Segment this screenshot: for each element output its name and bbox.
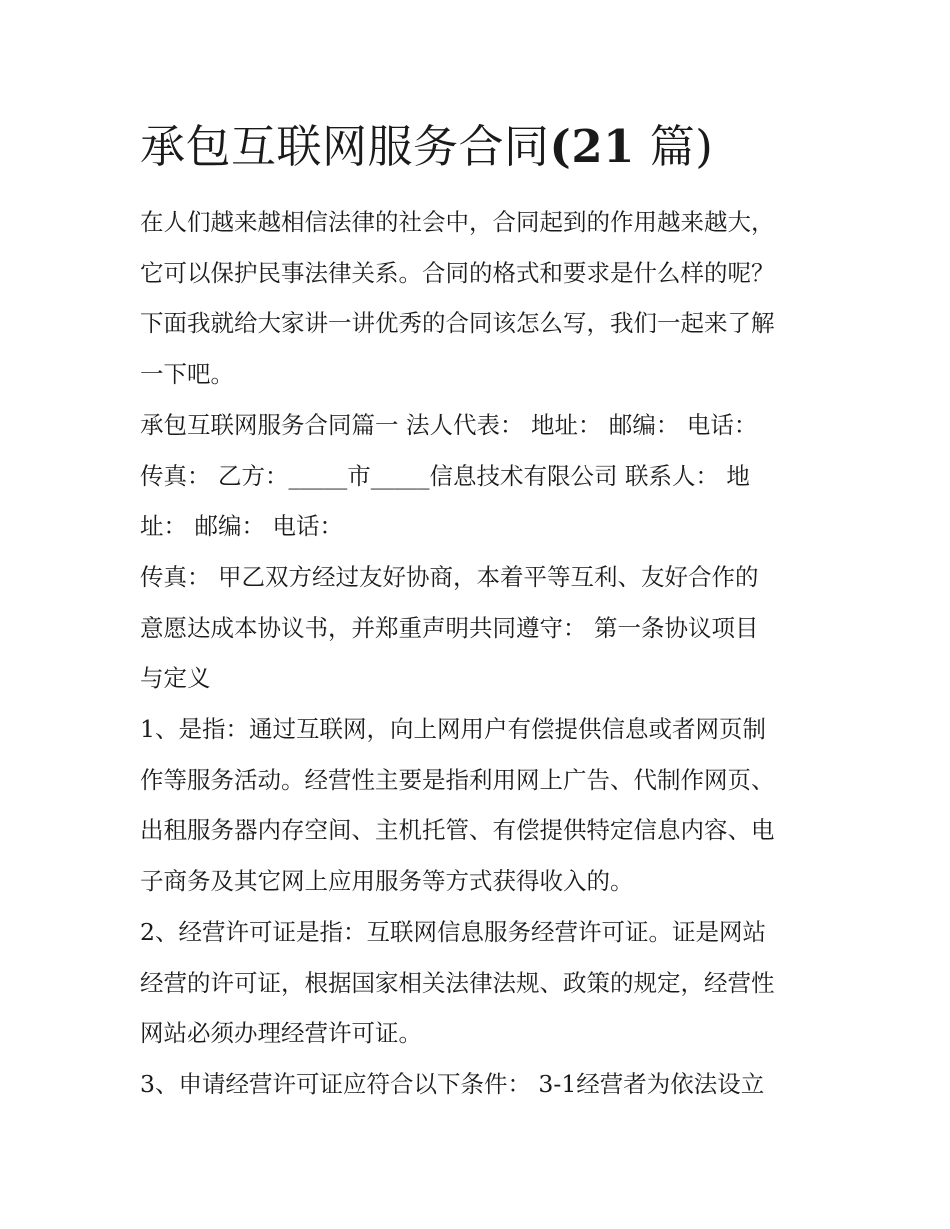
text-line: 作等服务活动。经营性主要是指利用网上广告、代制作网页、 — [140, 765, 775, 794]
text-line: 2、经营许可证是指：互联网信息服务经营许可证。证是网站 — [140, 917, 766, 946]
text-line: 一下吧。 — [140, 360, 234, 389]
text-line: 在人们越来越相信法律的社会中，合同起到的作用越来越大， — [140, 208, 775, 236]
party-info-paragraph — [140, 400, 830, 552]
title-count: 21 — [571, 120, 635, 173]
text-line: 传真： 甲乙双方经过友好协商，本着平等互利、友好合作的 — [140, 562, 759, 591]
text-line: 它可以保护民事法律关系。合同的格式和要求是什么样的呢？ — [140, 258, 775, 287]
preamble-paragraph — [140, 552, 830, 704]
intro-paragraph — [140, 197, 830, 400]
text-line: 经营的许可证，根据国家相关法律法规、政策的规定，经营性 — [140, 968, 775, 997]
clause-2-paragraph — [140, 907, 830, 1059]
text-line: 址： 邮编： 电话： — [140, 512, 343, 541]
text-line: 下面我就给大家讲一讲优秀的合同该怎么写，我们一起来了解 — [140, 309, 775, 338]
text-line: 意愿达成本协议书，并郑重声明共同遵守： 第一条协议项目 — [140, 613, 759, 642]
title-open-paren: ( — [549, 120, 572, 173]
text-line: 网站必须办理经营许可证。 — [140, 1019, 422, 1048]
text-line: 1、是指：通过互联网，向上网用户有偿提供信息或者网页制 — [140, 715, 766, 744]
text-line: 传真： 乙方：_____市_____信息技术有限公司 联系人： 地 — [140, 461, 750, 490]
text-line: 承包互联网服务合同篇一 法人代表： 地址： 邮编： 电话： — [140, 410, 758, 439]
text-line: 3、申请经营许可证应符合以下条件： 3-1经营者为依法设立 — [140, 1069, 765, 1098]
text-line: 子商务及其它网上应用服务等方式获得收入的。 — [140, 867, 634, 896]
text-line: 出租服务器内存空间、主机托管、有偿提供特定信息内容、电 — [140, 816, 775, 845]
document-title — [140, 112, 713, 182]
clause-3-paragraph — [140, 1059, 830, 1110]
document-body — [140, 197, 830, 1110]
text-line: 与定义 — [140, 664, 211, 693]
title-text: 承包互联网服务合同 — [140, 120, 550, 173]
title-suffix: 篇) — [634, 120, 714, 173]
clause-1-paragraph — [140, 704, 830, 907]
